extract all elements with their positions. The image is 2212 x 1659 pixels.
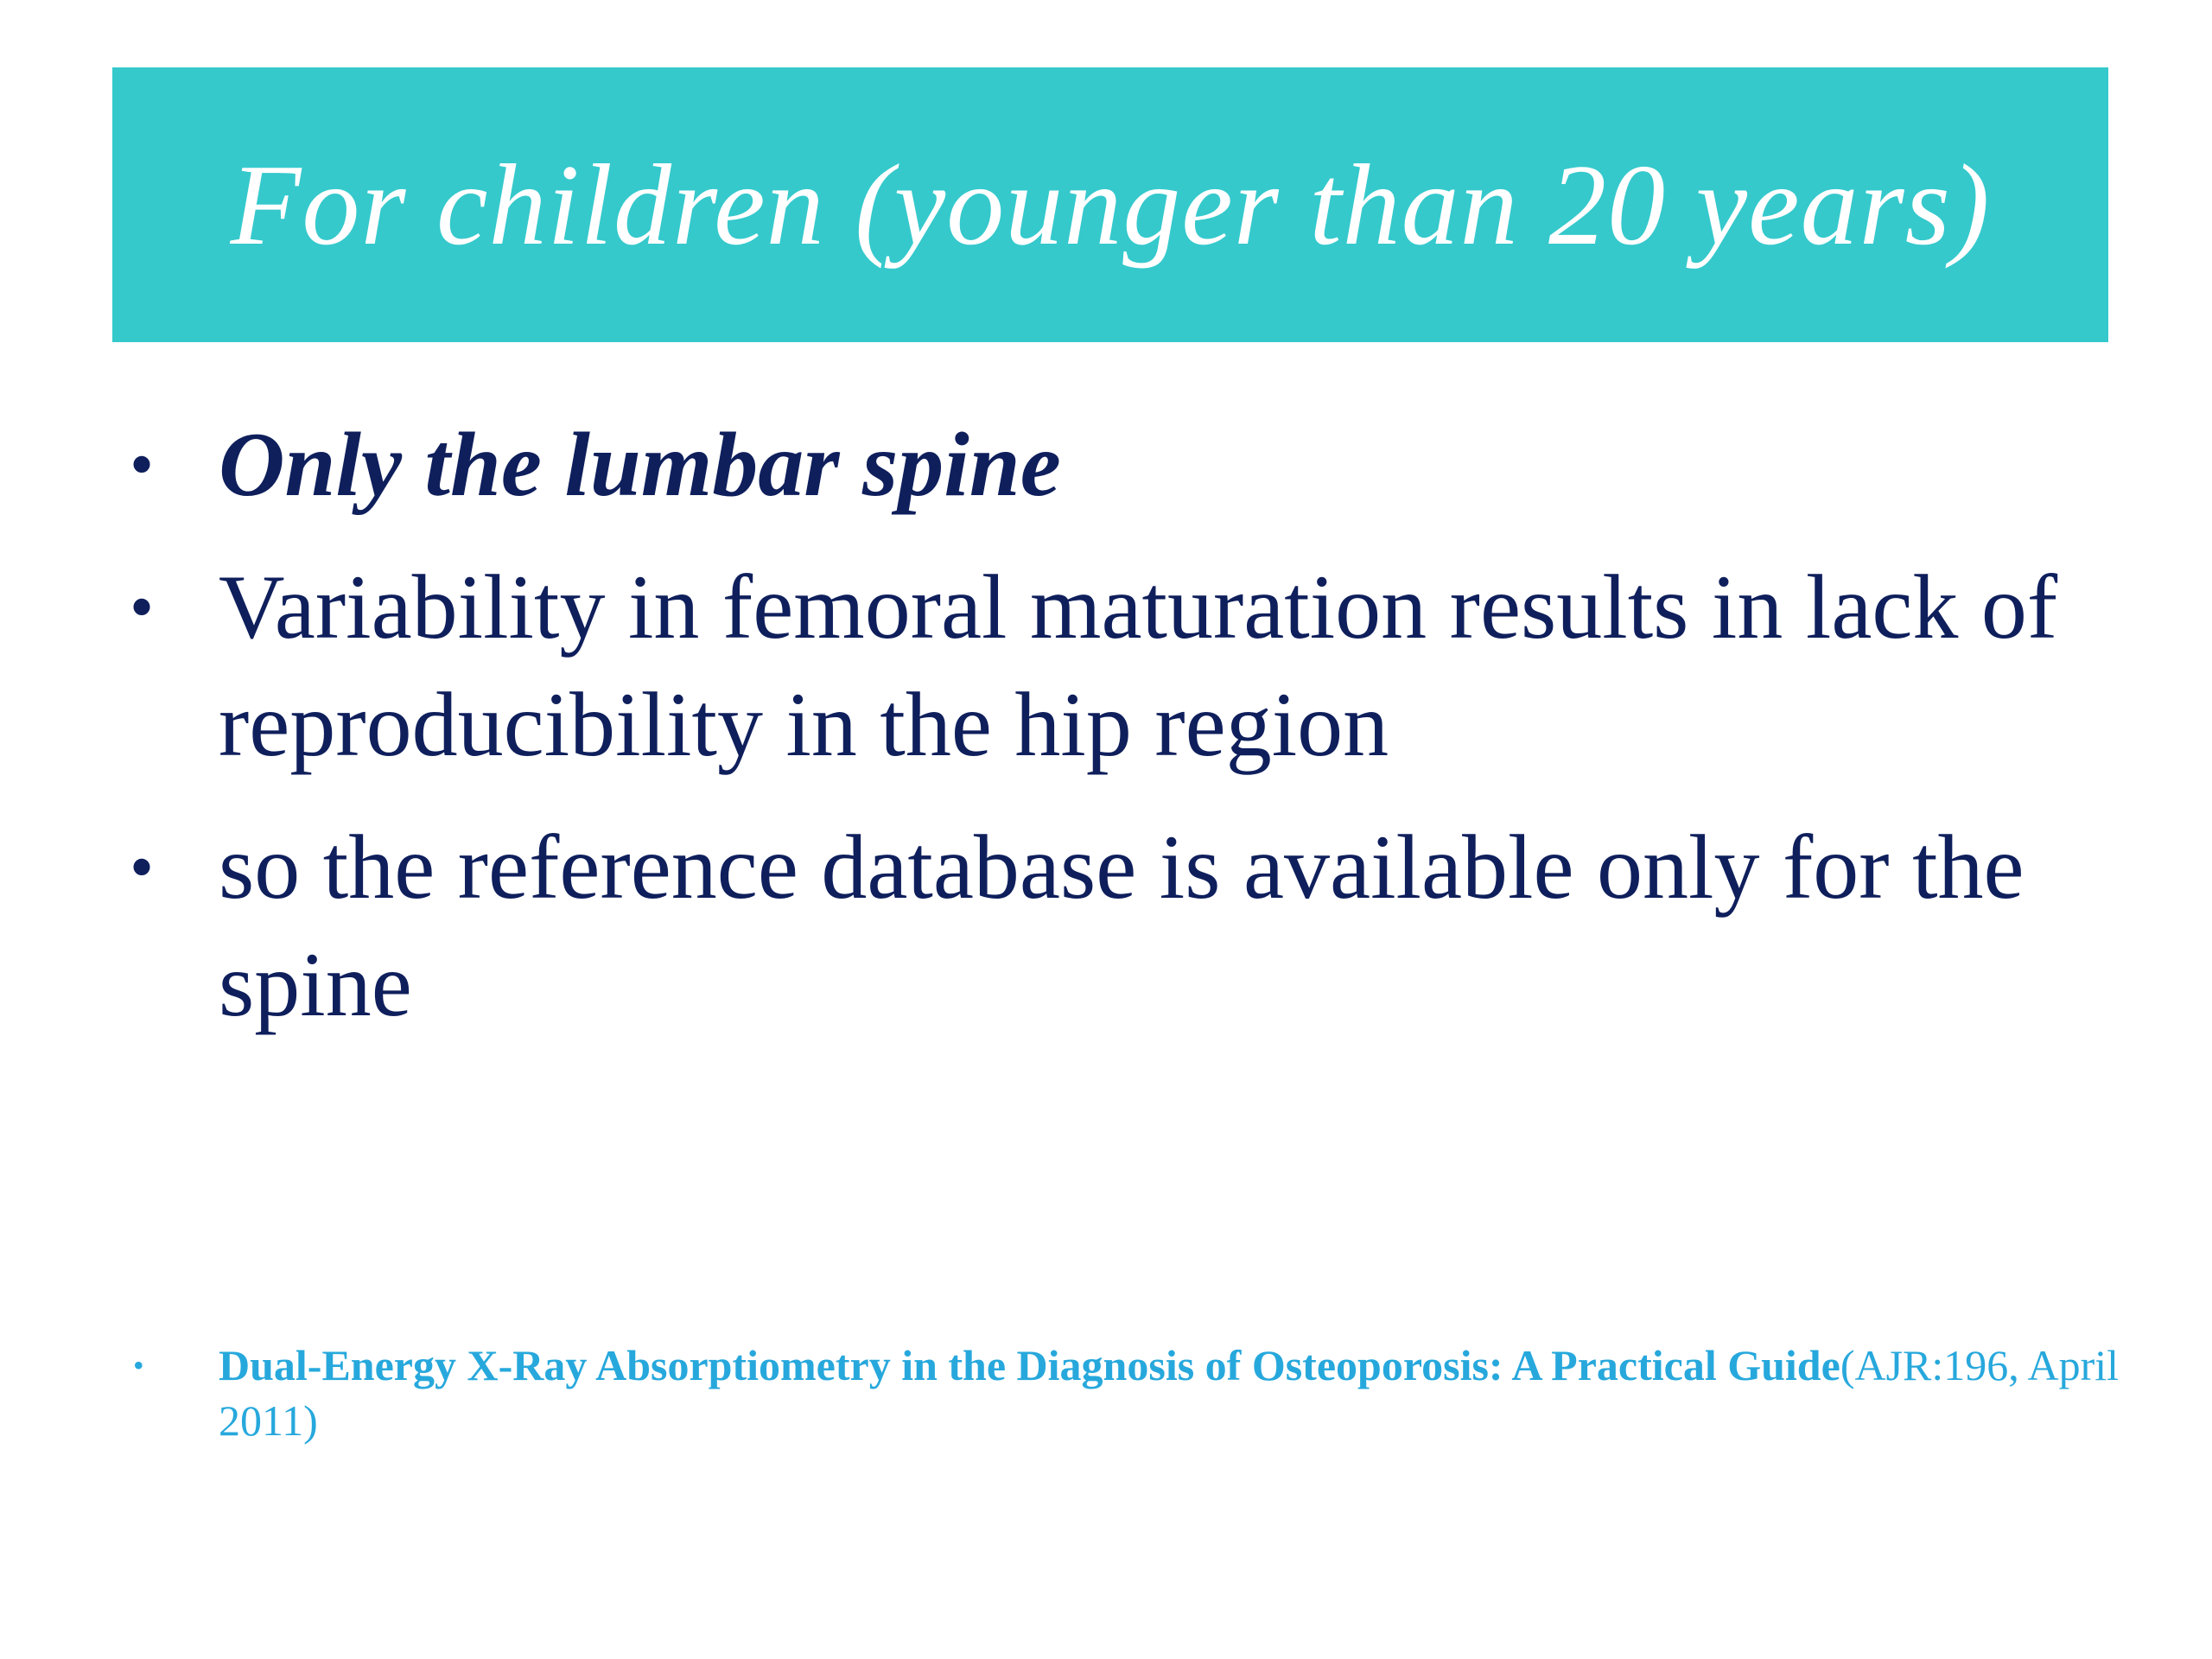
bullet-text: Variability in femoral maturation results in lack of reproducibility in the hip region bbox=[219, 556, 2058, 775]
bullet-icon: • bbox=[133, 1348, 144, 1382]
bullet-list bbox=[130, 406, 2117, 1069]
bullet-item bbox=[130, 406, 2117, 524]
bullet-icon: • bbox=[130, 830, 155, 906]
bullet-item bbox=[130, 549, 2117, 784]
bullet-text: Only the lumbar spine bbox=[219, 414, 1061, 515]
bullet-icon: • bbox=[130, 569, 155, 645]
bullet-item bbox=[130, 809, 2117, 1044]
bullet-text: so the reference database is available only for the spine bbox=[219, 817, 2024, 1035]
reference-note bbox=[130, 1338, 2206, 1448]
bullet-icon: • bbox=[130, 427, 155, 503]
title-banner bbox=[112, 67, 2108, 342]
reference-title: Dual-Energy X-Ray Absorptiometry in the Diagnosis of Osteoporosis: A Practical Guide bbox=[219, 1341, 1840, 1389]
slide-title: For children (younger than 20 years) bbox=[230, 141, 1991, 269]
reference-citation: (AJR:196, April 2011) bbox=[219, 1341, 2120, 1445]
